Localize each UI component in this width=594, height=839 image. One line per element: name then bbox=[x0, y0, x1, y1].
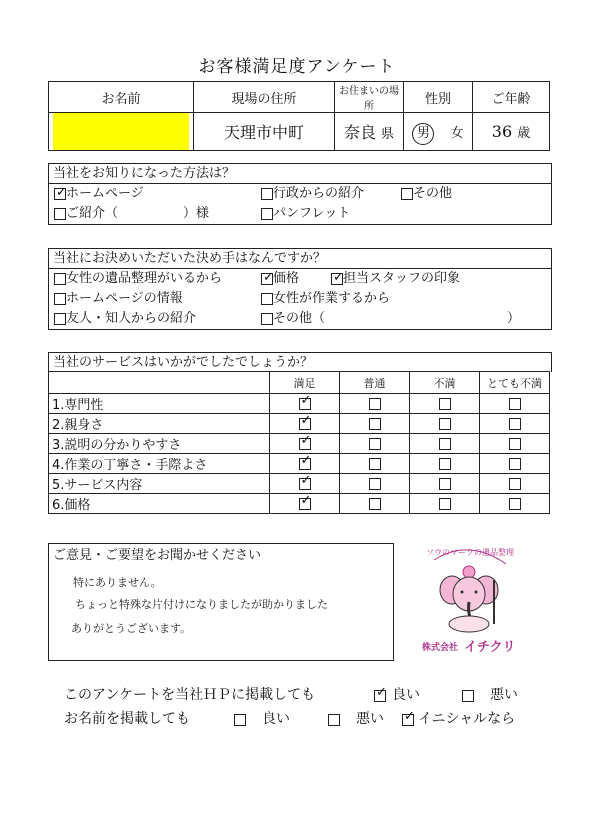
q2-section bbox=[48, 248, 552, 330]
stamp-company: 株式会社 bbox=[422, 643, 459, 653]
q3-rating-table bbox=[48, 371, 550, 514]
q3-row-label: 6.価格 bbox=[49, 494, 270, 514]
checkbox-checked[interactable] bbox=[299, 458, 311, 470]
option-label: 行政からの紹介 bbox=[273, 186, 365, 201]
name-initials-label: イニシャルなら bbox=[418, 711, 516, 727]
checkbox[interactable] bbox=[509, 458, 521, 470]
rating-cell[interactable] bbox=[340, 394, 410, 414]
q3-col-satisfied: 満足 bbox=[270, 372, 340, 394]
option-label: 担当スタッフの印象 bbox=[343, 271, 461, 286]
rating-cell[interactable] bbox=[340, 434, 410, 454]
q2-checkbox-friend[interactable] bbox=[54, 313, 66, 325]
option-label: ホームページの情報 bbox=[66, 291, 183, 306]
residence-suffix: 県 bbox=[381, 127, 395, 142]
publish-bad-checkbox[interactable] bbox=[462, 688, 474, 704]
rating-cell[interactable] bbox=[270, 474, 340, 494]
rating-cell[interactable] bbox=[410, 414, 480, 434]
residence-cell bbox=[335, 113, 404, 151]
site-address-value: 天理市中町 bbox=[194, 113, 335, 151]
q3-row-label: 3.説明の分かりやすさ bbox=[49, 434, 270, 454]
checkbox[interactable] bbox=[509, 438, 521, 450]
company-stamp bbox=[412, 542, 526, 662]
header-gender: 性別 bbox=[404, 82, 473, 113]
q3-col-very-dissatisfied: とても不満 bbox=[480, 372, 550, 394]
checkbox[interactable] bbox=[369, 478, 381, 490]
rating-cell[interactable] bbox=[480, 494, 550, 514]
header-age: ご年齢 bbox=[473, 82, 550, 113]
header-name: お名前 bbox=[49, 82, 194, 113]
rating-cell[interactable] bbox=[480, 434, 550, 454]
q2-option-homepage-info[interactable] bbox=[54, 289, 183, 309]
stamp-arc-text: ソウのマークの遺品整理 bbox=[426, 548, 514, 557]
checkbox-checked[interactable] bbox=[299, 418, 311, 430]
q2-option-price[interactable] bbox=[261, 269, 299, 289]
age-value: 36 bbox=[491, 122, 513, 141]
age-cell bbox=[473, 113, 550, 151]
residence-pref: 奈良 bbox=[343, 123, 376, 142]
gender-male: 男 bbox=[412, 123, 434, 145]
rating-cell[interactable] bbox=[480, 394, 550, 414]
gender-female: 女 bbox=[450, 125, 464, 141]
checkbox[interactable] bbox=[439, 458, 451, 470]
checkbox[interactable] bbox=[439, 418, 451, 430]
q2-row-3 bbox=[49, 309, 551, 329]
q1-checkbox-pamphlet[interactable] bbox=[261, 208, 273, 220]
q2-checkbox-price[interactable] bbox=[261, 273, 273, 285]
name-redaction bbox=[53, 113, 189, 150]
option-label: その他 bbox=[413, 186, 453, 201]
q2-checkbox-female-staff[interactable] bbox=[54, 273, 66, 285]
q3-col-dissatisfied: 不満 bbox=[410, 372, 480, 394]
q1-checkbox-gov[interactable] bbox=[261, 188, 273, 200]
rating-cell[interactable] bbox=[270, 494, 340, 514]
header-residence: お住まいの場所 bbox=[335, 82, 404, 113]
q1-checkbox-other[interactable] bbox=[401, 188, 413, 200]
table-row bbox=[49, 494, 550, 514]
checkbox[interactable] bbox=[439, 438, 451, 450]
q2-heading: 当社にお決めいただいた決め手はなんですか？ bbox=[49, 249, 551, 269]
q3-row-label: 4.作業の丁寧さ・手際よさ bbox=[49, 454, 270, 474]
option-label: ご紹介（ ）様 bbox=[66, 206, 210, 221]
name-bad-label: 悪い bbox=[356, 711, 384, 727]
comment-heading: ご意見・ご要望をお聞かせください bbox=[53, 548, 262, 563]
publish-good-label: 良い bbox=[392, 687, 420, 703]
name-question: お名前を掲載しても bbox=[64, 711, 190, 727]
checkbox[interactable] bbox=[369, 498, 381, 510]
rating-cell[interactable] bbox=[340, 474, 410, 494]
q1-option-pamphlet[interactable] bbox=[261, 204, 350, 224]
q1-option-other[interactable] bbox=[401, 184, 452, 204]
q1-section bbox=[48, 163, 552, 225]
option-label: 友人・知人からの紹介 bbox=[66, 311, 197, 326]
name-good-label: 良い bbox=[262, 711, 290, 727]
option-label: 女性の遺品整理がいるから bbox=[66, 271, 223, 286]
publish-question: このアンケートを当社ＨＰに掲載しても bbox=[64, 687, 316, 703]
rating-cell[interactable] bbox=[270, 454, 340, 474]
rating-cell[interactable] bbox=[410, 474, 480, 494]
gender-cell bbox=[404, 113, 473, 151]
checkbox[interactable] bbox=[369, 418, 381, 430]
checkbox[interactable] bbox=[509, 498, 521, 510]
checkbox[interactable] bbox=[369, 438, 381, 450]
rating-cell[interactable] bbox=[340, 494, 410, 514]
q1-checkbox-homepage[interactable] bbox=[54, 188, 66, 200]
q2-option-friend[interactable] bbox=[54, 309, 196, 329]
q1-option-homepage[interactable] bbox=[54, 184, 144, 204]
q1-option-gov[interactable] bbox=[261, 184, 364, 204]
checkbox-checked[interactable] bbox=[299, 438, 311, 450]
page-title: お客様満足度アンケート bbox=[198, 57, 396, 77]
q2-checkbox-female-work[interactable] bbox=[261, 293, 273, 305]
table-row bbox=[49, 454, 550, 474]
rating-cell[interactable] bbox=[480, 454, 550, 474]
option-label: パンフレット bbox=[273, 206, 351, 221]
option-label: 女性が作業するから bbox=[273, 291, 391, 306]
checkbox-checked[interactable] bbox=[299, 498, 311, 510]
checkbox[interactable] bbox=[509, 418, 521, 430]
checkbox[interactable] bbox=[439, 498, 451, 510]
header-site-address: 現場の住所 bbox=[194, 82, 335, 113]
q2-row-1 bbox=[49, 269, 551, 289]
table-row bbox=[49, 414, 550, 434]
name-good-checkbox[interactable] bbox=[234, 712, 246, 728]
q1-row-2 bbox=[49, 204, 551, 224]
checkbox-checked[interactable] bbox=[299, 398, 311, 410]
option-label: ホームページ bbox=[66, 186, 144, 201]
q2-option-female-staff[interactable] bbox=[54, 269, 222, 289]
q1-row-1 bbox=[49, 184, 551, 204]
publish-bad-label: 悪い bbox=[490, 687, 518, 703]
name-initials-checkbox[interactable] bbox=[402, 712, 414, 728]
rating-cell[interactable] bbox=[270, 434, 340, 454]
checkbox[interactable] bbox=[369, 398, 381, 410]
q3-item-header bbox=[49, 372, 270, 394]
q3-row-label: 2.親身さ bbox=[49, 414, 270, 434]
rating-cell[interactable] bbox=[270, 414, 340, 434]
table-row bbox=[49, 474, 550, 494]
q3-heading: 当社のサービスはいかがでしたでしょうか？ bbox=[48, 352, 552, 372]
q3-row-label: 1.専門性 bbox=[49, 394, 270, 414]
rating-cell[interactable] bbox=[340, 454, 410, 474]
age-suffix: 歳 bbox=[517, 126, 531, 141]
comment-box[interactable] bbox=[48, 543, 394, 661]
q2-checkbox-homepage-info[interactable] bbox=[54, 293, 66, 305]
comment-line-2: ちょっと特殊な片付けになりましたが助かりました bbox=[75, 598, 328, 611]
rating-cell[interactable] bbox=[480, 414, 550, 434]
q2-option-other[interactable] bbox=[261, 309, 520, 329]
profile-table bbox=[48, 81, 550, 151]
rating-cell[interactable] bbox=[410, 454, 480, 474]
comment-line-1: 特にありません。 bbox=[73, 576, 162, 589]
checkbox-checked[interactable] bbox=[299, 478, 311, 490]
q2-option-female-work[interactable] bbox=[261, 289, 390, 309]
rating-cell[interactable] bbox=[410, 494, 480, 514]
name-bad-checkbox[interactable] bbox=[328, 712, 340, 728]
checkbox[interactable] bbox=[509, 478, 521, 490]
option-label: その他（ ） bbox=[273, 311, 521, 326]
q1-checkbox-referral[interactable] bbox=[54, 208, 66, 220]
q2-row-2 bbox=[49, 289, 551, 309]
rating-cell[interactable] bbox=[410, 434, 480, 454]
checkbox[interactable] bbox=[439, 398, 451, 410]
table-row bbox=[49, 394, 550, 414]
option-label: 価格 bbox=[273, 271, 300, 286]
q3-row-label: 5.サービス内容 bbox=[49, 474, 270, 494]
checkbox[interactable] bbox=[509, 398, 521, 410]
q2-checkbox-staff-impression[interactable] bbox=[331, 273, 343, 285]
q1-option-referral[interactable] bbox=[54, 204, 209, 224]
checkbox[interactable] bbox=[369, 458, 381, 470]
q2-option-staff-impression[interactable] bbox=[331, 269, 460, 289]
stamp-brand: イチクリ bbox=[464, 640, 516, 655]
rating-cell[interactable] bbox=[410, 394, 480, 414]
publish-good-checkbox[interactable] bbox=[374, 688, 386, 704]
rating-cell[interactable] bbox=[480, 474, 550, 494]
name-cell bbox=[49, 113, 194, 151]
q1-heading: 当社をお知りになった方法は？ bbox=[49, 164, 551, 184]
q3-col-normal: 普通 bbox=[340, 372, 410, 394]
q2-checkbox-other[interactable] bbox=[261, 313, 273, 325]
checkbox[interactable] bbox=[439, 478, 451, 490]
comment-line-3: ありがとうございます。 bbox=[71, 622, 192, 635]
rating-cell[interactable] bbox=[340, 414, 410, 434]
table-row bbox=[49, 434, 550, 454]
rating-cell[interactable] bbox=[270, 394, 340, 414]
